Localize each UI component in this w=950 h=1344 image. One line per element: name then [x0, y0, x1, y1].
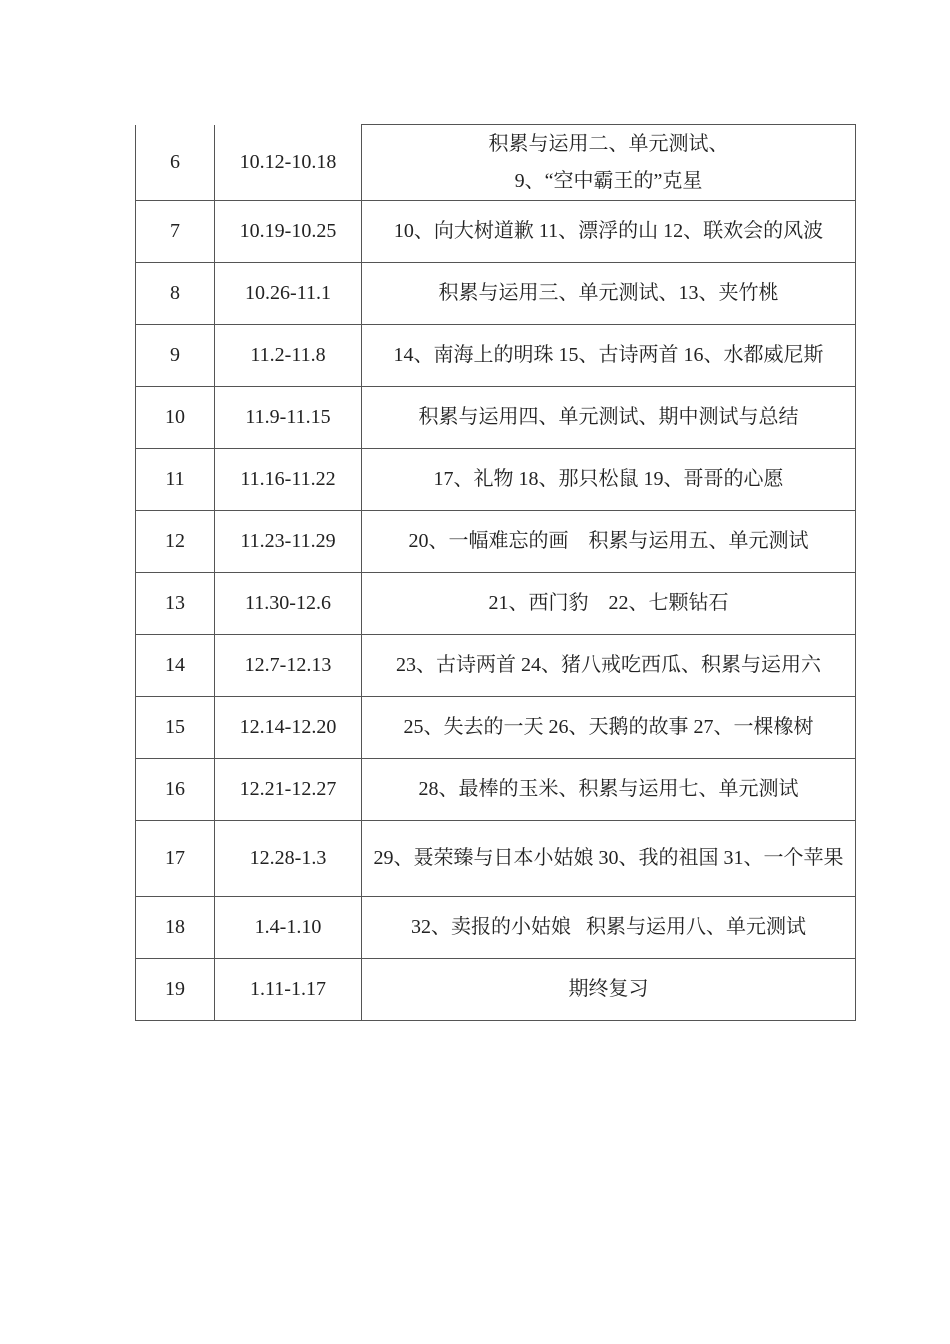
dates-cell: 10.12-10.18 — [215, 125, 362, 201]
table-row — [136, 263, 856, 325]
table-row — [136, 573, 856, 635]
content-cell: 积累与运用二、单元测试、 9、“空中霸王的”克星 — [362, 125, 856, 201]
week-cell: 10 — [136, 387, 215, 449]
table-row — [136, 697, 856, 759]
week-cell: 16 — [136, 759, 215, 821]
dates-cell: 11.9-11.15 — [215, 387, 362, 449]
table-row — [136, 821, 856, 897]
table-row — [136, 449, 856, 511]
content-cell: 积累与运用四、单元测试、期中测试与总结 — [362, 387, 856, 449]
week-cell: 13 — [136, 573, 215, 635]
week-cell: 8 — [136, 263, 215, 325]
dates-cell: 1.11-1.17 — [215, 959, 362, 1021]
content-cell: 17、礼物 18、那只松鼠 19、哥哥的心愿 — [362, 449, 856, 511]
content-cell: 积累与运用三、单元测试、13、夹竹桃 — [362, 263, 856, 325]
week-cell: 19 — [136, 959, 215, 1021]
dates-cell: 11.30-12.6 — [215, 573, 362, 635]
week-cell: 11 — [136, 449, 215, 511]
week-cell: 17 — [136, 821, 215, 897]
content-cell: 25、失去的一天 26、天鹅的故事 27、一棵橡树 — [362, 697, 856, 759]
dates-cell: 1.4-1.10 — [215, 897, 362, 959]
table-row — [136, 325, 856, 387]
table-row — [136, 201, 856, 263]
dates-cell: 12.14-12.20 — [215, 697, 362, 759]
content-cell: 21、西门豹 22、七颗钻石 — [362, 573, 856, 635]
table-row — [136, 125, 856, 201]
table-row — [136, 387, 856, 449]
dates-cell: 11.2-11.8 — [215, 325, 362, 387]
week-cell: 12 — [136, 511, 215, 573]
dates-cell: 10.19-10.25 — [215, 201, 362, 263]
content-cell: 29、聂荣臻与日本小姑娘 30、我的祖国 31、一个苹果 — [362, 821, 856, 897]
week-cell: 6 — [136, 125, 215, 201]
dates-cell: 12.7-12.13 — [215, 635, 362, 697]
schedule-table — [135, 124, 856, 1021]
dates-cell: 12.21-12.27 — [215, 759, 362, 821]
dates-cell: 11.23-11.29 — [215, 511, 362, 573]
dates-cell: 10.26-11.1 — [215, 263, 362, 325]
week-cell: 9 — [136, 325, 215, 387]
table-row — [136, 635, 856, 697]
table-row — [136, 759, 856, 821]
content-cell: 10、向大树道歉 11、漂浮的山 12、联欢会的风波 — [362, 201, 856, 263]
content-cell: 23、古诗两首 24、猪八戒吃西瓜、积累与运用六 — [362, 635, 856, 697]
table-row — [136, 511, 856, 573]
content-cell: 20、一幅难忘的画 积累与运用五、单元测试 — [362, 511, 856, 573]
week-cell: 7 — [136, 201, 215, 263]
week-cell: 18 — [136, 897, 215, 959]
week-cell: 14 — [136, 635, 215, 697]
dates-cell: 12.28-1.3 — [215, 821, 362, 897]
content-cell: 28、最棒的玉米、积累与运用七、单元测试 — [362, 759, 856, 821]
table-row — [136, 897, 856, 959]
content-cell: 期终复习 — [362, 959, 856, 1021]
content-cell: 14、南海上的明珠 15、古诗两首 16、水都威尼斯 — [362, 325, 856, 387]
table-row — [136, 959, 856, 1021]
week-cell: 15 — [136, 697, 215, 759]
content-cell: 32、卖报的小姑娘 积累与运用八、单元测试 — [362, 897, 856, 959]
dates-cell: 11.16-11.22 — [215, 449, 362, 511]
